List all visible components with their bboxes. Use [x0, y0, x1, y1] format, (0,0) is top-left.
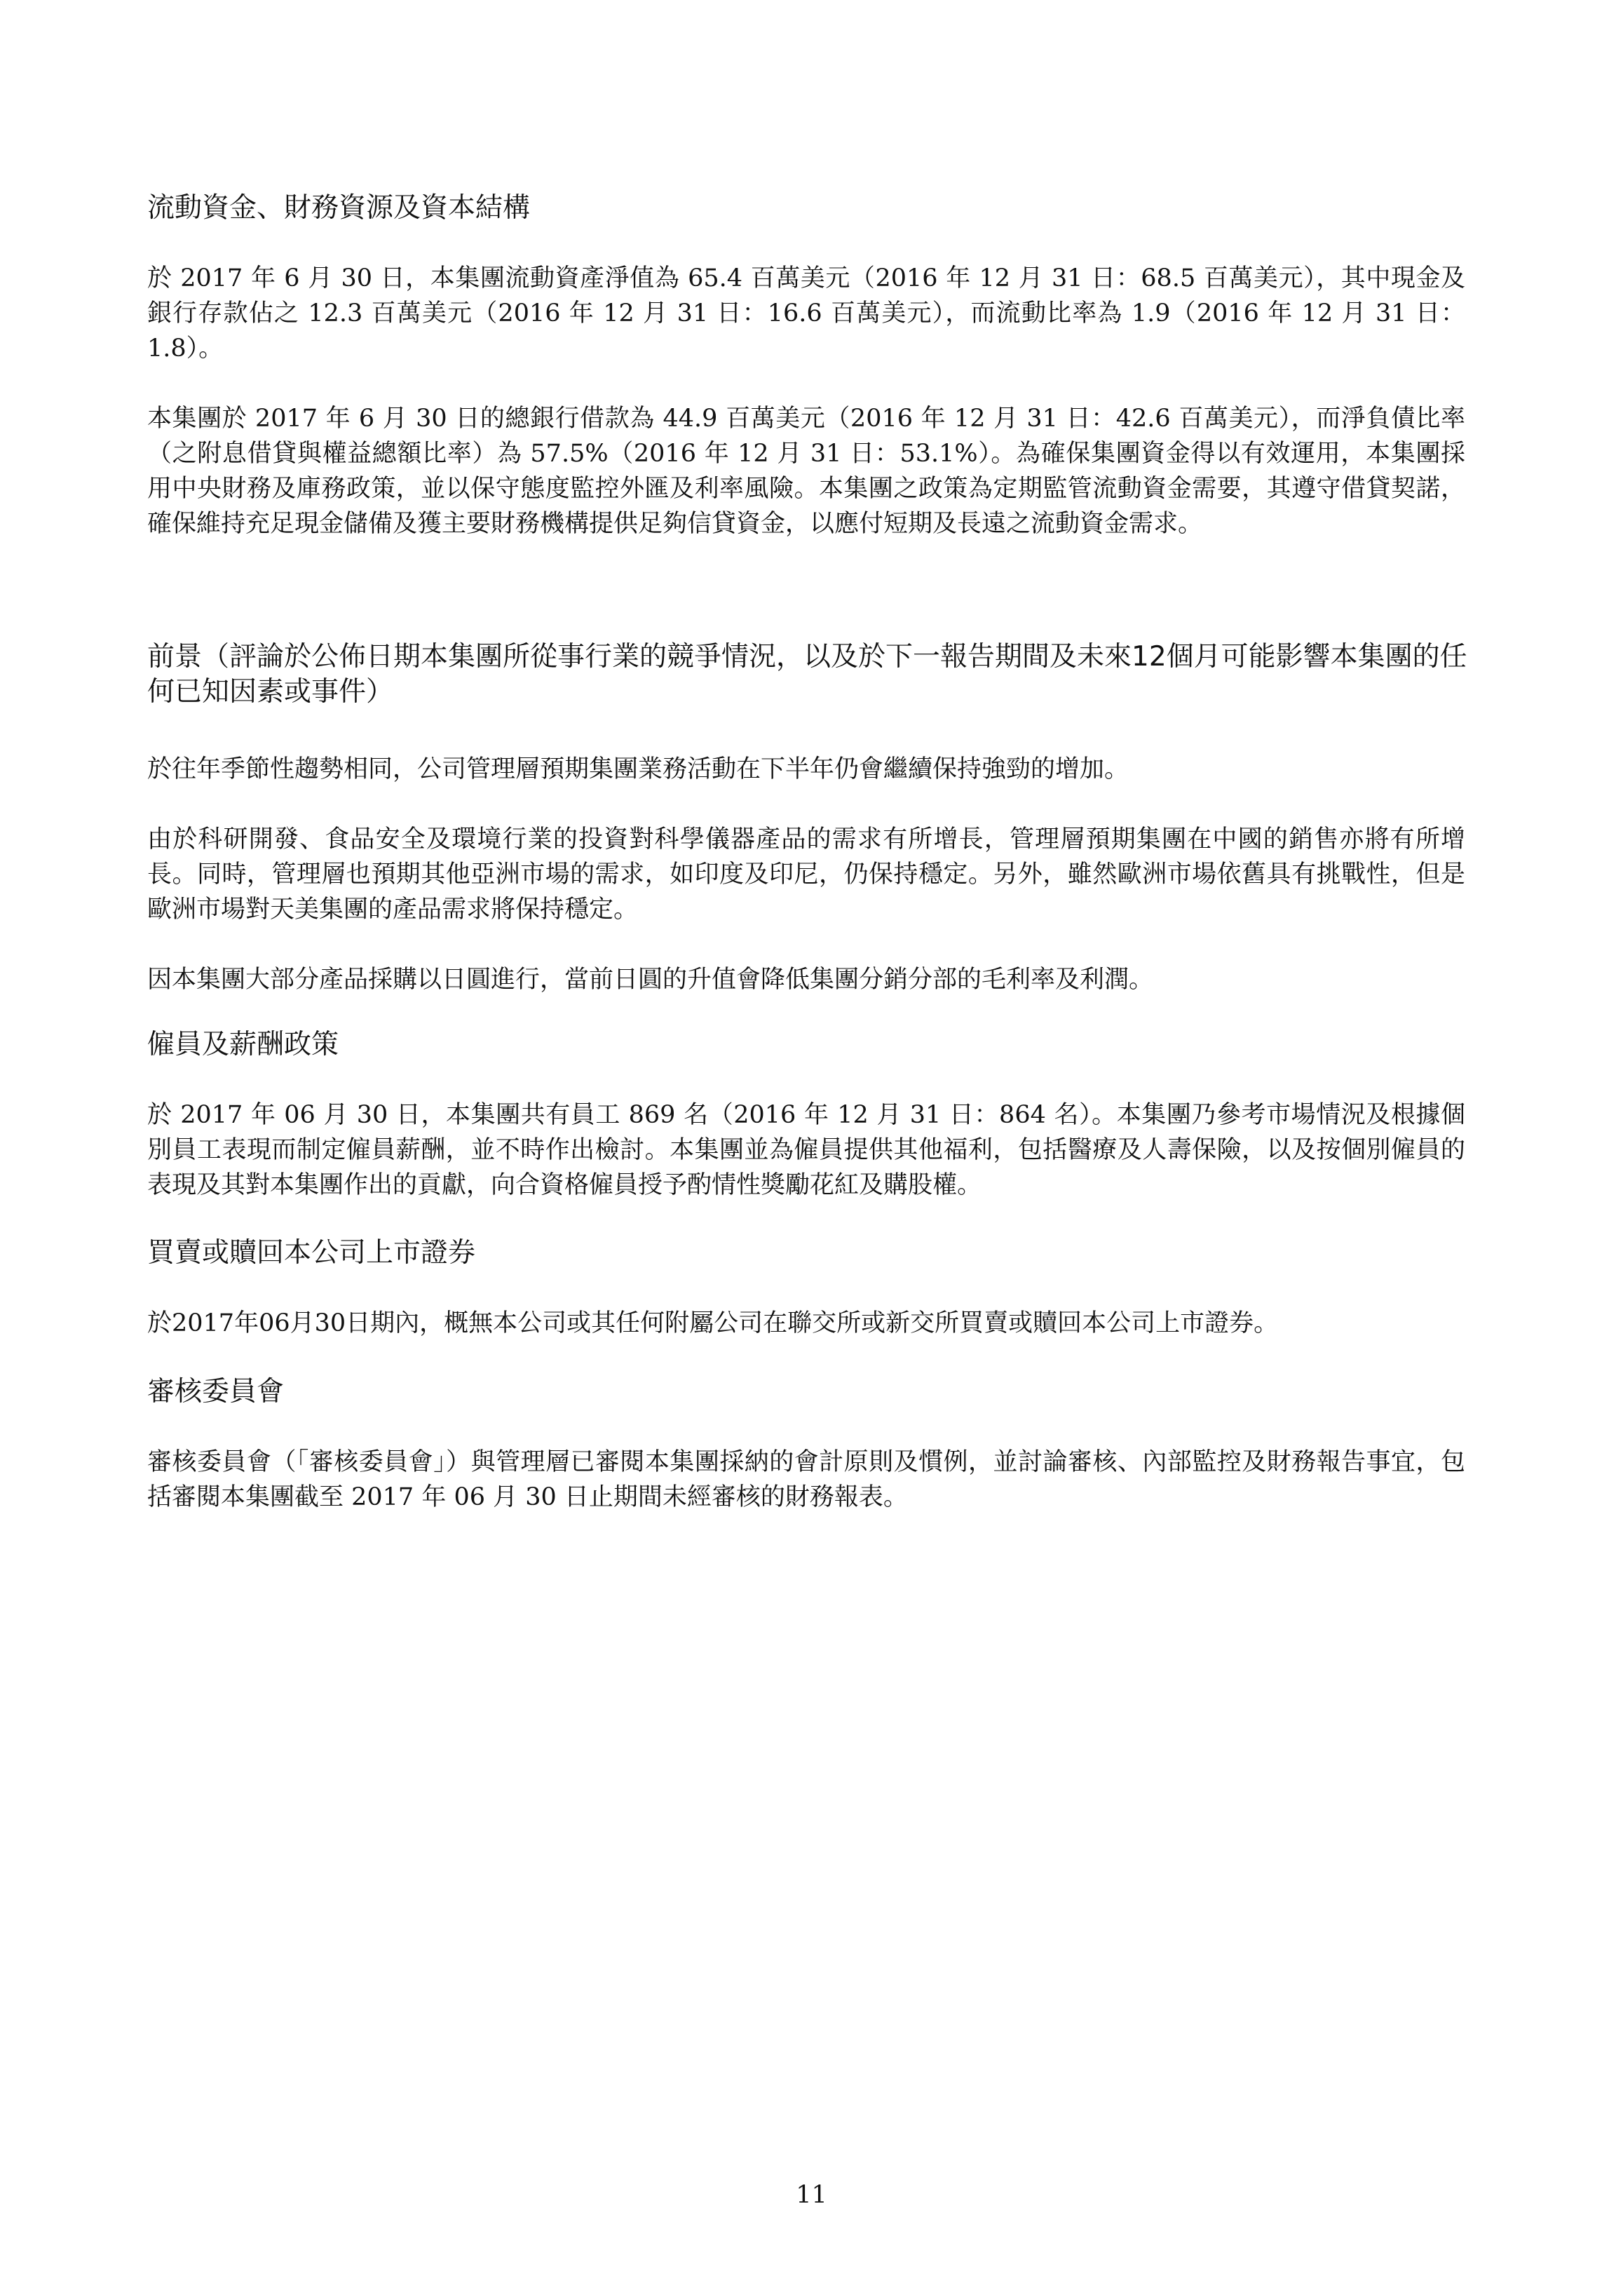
section-heading-outlook: 前景（評論於公佈日期本集團所從事行業的競爭情況，以及於下一報告期間及未來12個月可能影響本集團的任何已知因素或事件） [147, 641, 1467, 708]
paragraph-market-demand: 由於科研開發、食品安全及環境行業的投資對科學儀器產品的需求有所增長，管理層預期集團在中國的銷售亦將有所增長。同時，管理層也預期其他亞洲市場的需求，如印度及印尼，仍保持穩定。另外，雖然歐洲市場依舊具有挑戰性，但是歐洲市場對天美集團的產品需求將保持穩定。 [147, 825, 1465, 924]
paragraph-employees: 於 2017 年 06 月 30 日，本集團共有員工 869 名（2016 年 12 月 31 日：864 名）。本集團乃參考市場情況及根據個別員工表現而制定僱員薪酬，並不時作出檢討。本集團並為僱員提供其他福利，包括醫療及人壽保險，以及按個別僱員的表現及其對本集團作出的貢獻，向合資格僱員授予酌情性獎勵花紅及購股權。 [147, 1101, 1465, 1199]
section-heading-employees: 僱員及薪酬政策 [147, 1029, 339, 1060]
paragraph-audit-committee: 審核委員會（「審核委員會」）與管理層已審閱本集團採納的會計原則及慣例，並討論審核、內部監控及財務報告事宜，包括審閱本集團截至 2017 年 06 月 30 日止期間未經審核的財務報表。 [147, 1448, 1465, 1511]
paragraph-bank-borrowings: 本集團於 2017 年 6 月 30 日的總銀行借款為 44.9 百萬美元（2016 年 12 月 31 日：42.6 百萬美元），而淨負債比率（之附息借貸與權益總額比率）為 57.5%（2016 年 12 月 31 日：53.1%）。為確保集團資金得以有效運用，本集團採用中央財務及庫務政策，並以保守態度監控外匯及利率風險。本集團之政策為定期監管流動資金需要，其遵守借貸契諾，確保維持充足現金儲備及獲主要財務機構提供足夠信貸資金，以應付短期及長遠之流動資金需求。 [147, 405, 1465, 538]
paragraph-liquidity-net-assets: 於 2017 年 6 月 30 日，本集團流動資產淨值為 65.4 百萬美元（2016 年 12 月 31 日：68.5 百萬美元），其中現金及銀行存款佔之 12.3 百萬美元（2016 年 12 月 31 日：16.6 百萬美元），而流動比率為 1.9（2016 年 12 月 31 日：1.8）。 [147, 264, 1465, 363]
paragraph-securities: 於2017年06月30日期內，概無本公司或其任何附屬公司在聯交所或新交所買賣或贖回本公司上市證券。 [147, 1309, 1279, 1337]
section-heading-securities: 買賣或贖回本公司上市證券 [147, 1237, 476, 1269]
page-number: 11 [796, 2181, 827, 2209]
paragraph-yen-impact: 因本集團大部分產品採購以日圓進行，當前日圓的升值會降低集團分銷分部的毛利率及利潤。 [147, 966, 1154, 994]
section-heading-liquidity: 流動資金、財務資源及資本結構 [147, 192, 531, 224]
paragraph-seasonal-trend: 於往年季節性趨勢相同，公司管理層預期集團業務活動在下半年仍會繼續保持強勁的增加。 [147, 755, 1129, 783]
section-heading-audit-committee: 審核委員會 [147, 1376, 285, 1407]
